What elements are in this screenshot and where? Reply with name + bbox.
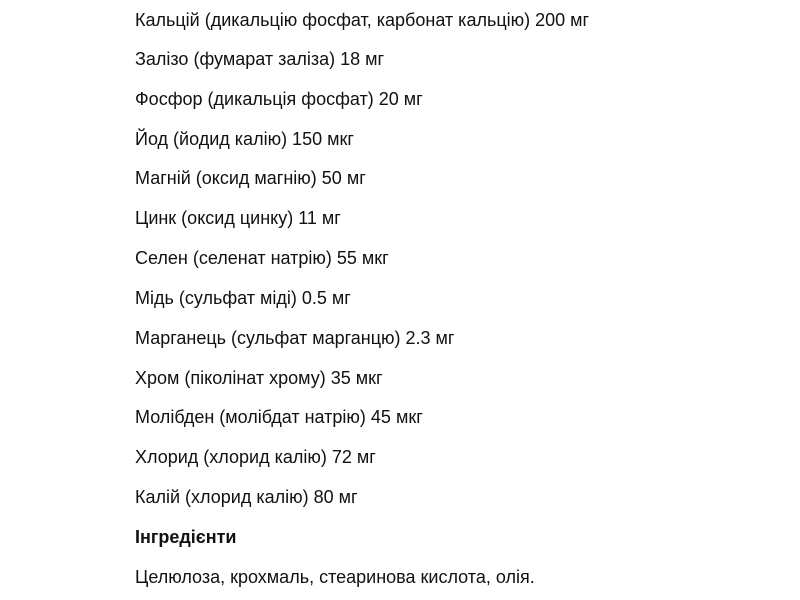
nutrient-line-iodine: Йод (йодид калію) 150 мкг bbox=[135, 129, 354, 149]
nutrient-line-zinc: Цинк (оксид цинку) 11 мг bbox=[135, 208, 341, 228]
nutrient-line-molybdenum: Молібден (молібдат натрію) 45 мкг bbox=[135, 407, 423, 427]
ingredients-text: Целюлоза, крохмаль, стеаринова кислота, олія. bbox=[135, 567, 535, 587]
nutrient-line-copper: Мідь (сульфат міді) 0.5 мг bbox=[135, 288, 351, 308]
nutrient-line-selenium: Селен (селенат натрію) 55 мкг bbox=[135, 248, 389, 268]
nutrient-line-manganese: Марганець (сульфат марганцю) 2.3 мг bbox=[135, 328, 455, 348]
nutrient-line-magnesium: Магній (оксид магнію) 50 мг bbox=[135, 168, 366, 188]
nutrient-line-chromium: Хром (піколінат хрому) 35 мкг bbox=[135, 368, 383, 388]
nutrient-line-potassium: Калій (хлорид калію) 80 мг bbox=[135, 487, 358, 507]
nutrient-line-calcium: Кальцій (дикальцію фосфат, карбонат кальцію) 200 мг bbox=[135, 10, 590, 30]
ingredients-heading: Інгредієнти bbox=[135, 527, 237, 547]
nutrient-line-iron: Залізо (фумарат заліза) 18 мг bbox=[135, 49, 385, 69]
nutrient-line-phosphorus: Фосфор (дикальція фосфат) 20 мг bbox=[135, 89, 423, 109]
nutrient-line-chloride: Хлорид (хлорид калію) 72 мг bbox=[135, 447, 376, 467]
